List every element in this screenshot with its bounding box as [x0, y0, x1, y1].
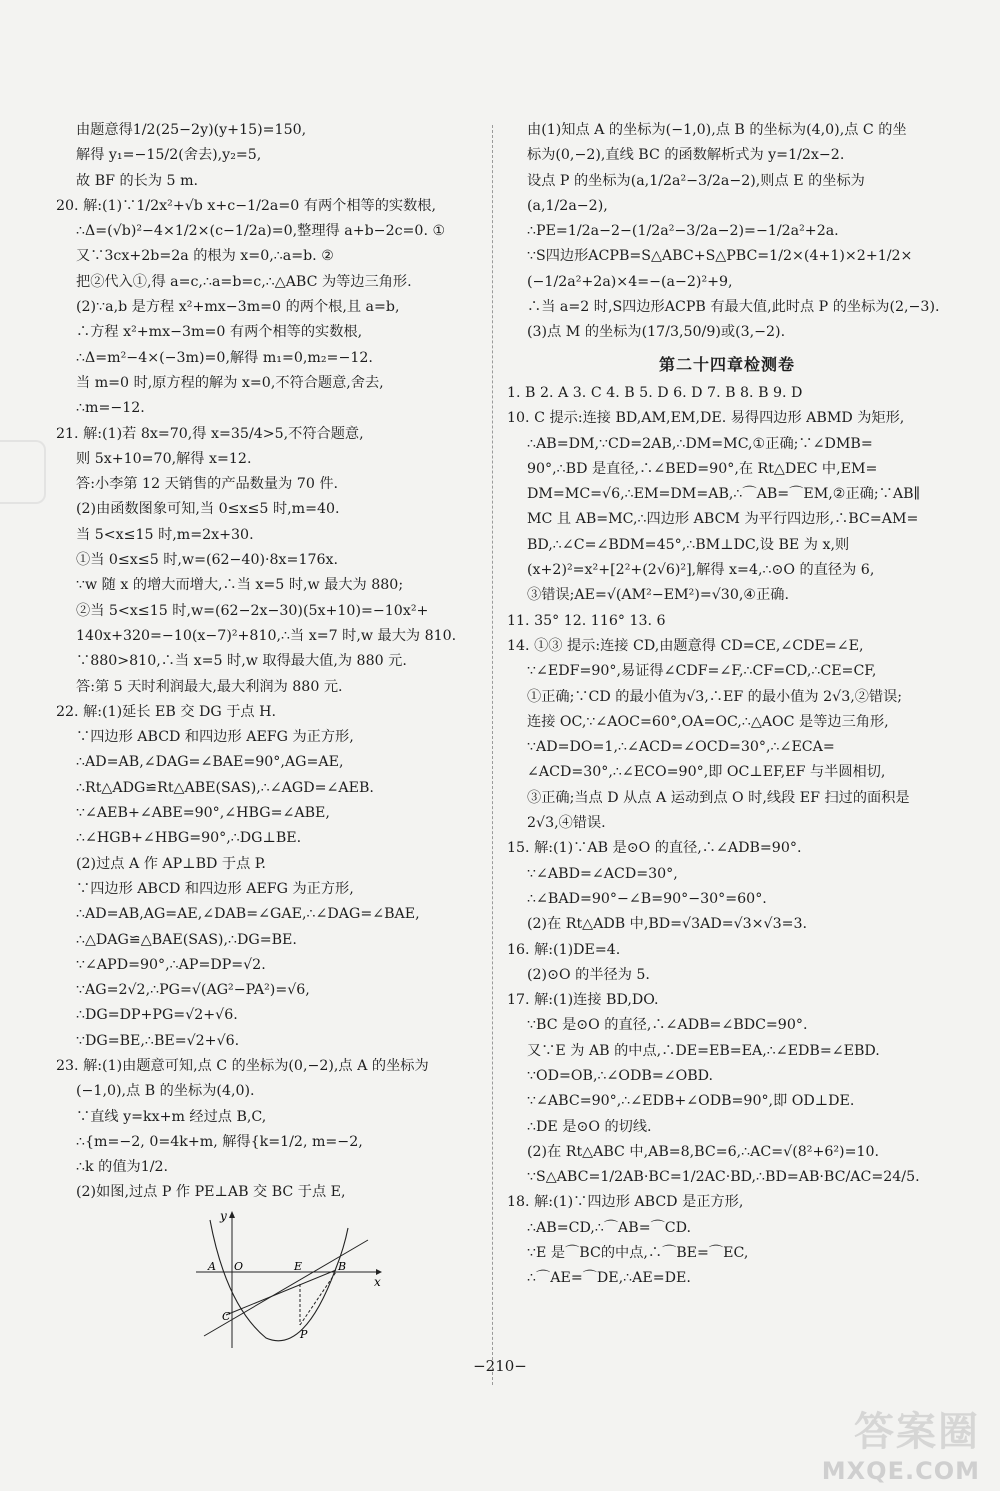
text-line: ∴{m=−2, 0=4k+m, 解得{k=1/2, m=−2,	[76, 1133, 363, 1150]
watermark	[720, 1400, 980, 1485]
watermark-site: MXQE.COM	[821, 1457, 980, 1485]
text-line: 11. 35° 12. 116° 13. 6	[507, 612, 666, 629]
text-line: ∴Δ=(√b)²−4×1/2×(c−1/2a)=0,整理得 a+b−2c=0. ①	[76, 223, 446, 240]
text-line: ∴AB=CD,∴⌒AB=⌒CD.	[527, 1219, 692, 1236]
text-line: 10. C 提示:连接 BD,AM,EM,DE. 易得四边形 ABMD 为矩形,	[507, 410, 905, 427]
watermark-logo: 答案圈	[854, 1409, 980, 1455]
text-line: (2)如图,过点 P 作 PE⊥AB 交 BC 于点 E,	[76, 1184, 346, 1201]
text-line: 90°,∴BD 是直径,∴∠BED=90°,在 Rt△DEC 中,EM=	[527, 460, 878, 477]
text-line: ∴DE 是⊙O 的切线.	[527, 1118, 652, 1135]
text-line: ∵∠ABC=90°,∴∠EDB+∠ODB=90°,即 OD⊥DE.	[527, 1093, 855, 1110]
text-line: ∴∠BAD=90°−∠B=90°−30°=60°.	[527, 890, 767, 907]
line-cb	[226, 1270, 336, 1315]
text-line: 则 5x+10=70,解得 x=12.	[76, 450, 252, 467]
text-line: 故 BF 的长为 5 m.	[76, 172, 199, 189]
left-column	[56, 118, 488, 1359]
text-line: DM=MC=√6,∴EM=DM=AB,∴⌒AB=⌒EM,②正确;∵AB∥	[527, 486, 921, 503]
text-line: 答:第 5 天时利润最大,最大利润为 880 元.	[76, 678, 343, 695]
text-line: ∴⌒AE=⌒DE,∴AE=DE.	[527, 1270, 691, 1287]
text-line: (2)∵a,b 是方程 x²+mx−3m=0 的两个根,且 a=b,	[76, 299, 400, 316]
coordinate-figure	[196, 1210, 386, 1350]
text-line: ∵∠ABD=∠ACD=30°,	[527, 865, 678, 882]
text-line: 17. 解:(1)连接 BD,DO.	[507, 992, 659, 1009]
text-line: ∵∠EDF=90°,易证得∠CDF=∠F,∴CF=CD,∴CE=CF,	[527, 663, 877, 680]
text-line: ③正确;当点 D 从点 A 运动到点 O 时,线段 EF 扫过的面积是	[527, 789, 910, 806]
text-line: ∴Δ=m²−4×(−3m)=0,解得 m₁=0,m₂=−12.	[76, 349, 373, 366]
text-line: 21. 解:(1)若 8x=70,得 x=35/4>5,不符合题意,	[56, 425, 364, 442]
text-line: 140x+320=−10(x−7)²+810,∴当 x=7 时,w 最大为 810.	[76, 627, 457, 644]
text-line: (2)在 Rt△ADB 中,BD=√3AD=√3×√3=3.	[527, 916, 808, 933]
text-line: ∵四边形 ABCD 和四边形 AEFG 为正方形,	[76, 729, 354, 746]
text-line: ∵DG=BE,∴BE=√2+√6.	[76, 1032, 240, 1049]
text-line: 设点 P 的坐标为(a,1/2a²−3/2a−2),则点 E 的坐标为	[527, 172, 865, 189]
text-line: ∴AD=AB,∠DAG=∠BAE=90°,AG=AE,	[76, 754, 344, 771]
text-line: 当 m=0 时,原方程的解为 x=0,不符合题意,舍去,	[76, 374, 384, 391]
text-line: 连接 OC,∵∠AOC=60°,OA=OC,∴△AOC 是等边三角形,	[527, 713, 889, 730]
label-b: B	[338, 1259, 347, 1273]
text-line: 把②代入①,得 a=c,∴a=b=c,∴△ABC 为等边三角形.	[76, 273, 412, 290]
stamp-mark	[0, 440, 46, 504]
text-line: ∴m=−12.	[76, 400, 145, 417]
x-label: x	[374, 1274, 381, 1289]
text-line: ∴k 的值为1/2.	[76, 1159, 169, 1176]
text-line: 22. 解:(1)延长 EB 交 DG 于点 H.	[56, 703, 276, 720]
text-line: ∴PE=1/2a−2−(1/2a²−3/2a−2)=−1/2a²+2a.	[527, 223, 839, 240]
label-p: P	[300, 1327, 308, 1341]
text-line: 答:小李第 12 天销售的产品数量为 70 件.	[76, 476, 339, 493]
y-label: y	[220, 1209, 227, 1223]
text-line: (−1/2a²+2a)×4=−(a−2)²+9,	[527, 273, 733, 290]
label-a: A	[208, 1259, 216, 1273]
text-line: 20. 解:(1)∵1/2x²+√b x+c−1/2a=0 有两个相等的实数根,	[56, 197, 437, 214]
text-line: ∵S△ABC=1/2AB·BC=1/2AC·BD,∴BD=AB·BC/AC=24/5.	[527, 1169, 920, 1186]
text-line: ∠ACD=30°,∴∠ECO=90°,即 OC⊥EF,EF 与半圆相切,	[527, 764, 886, 781]
text-line: 标为(0,−2),直线 BC 的函数解析式为 y=1/2x−2.	[527, 147, 845, 164]
text-line: ∴Rt△ADG≌Rt△ABE(SAS),∴∠AGD=∠AEB.	[76, 779, 374, 796]
text-line: ∴∠HGB+∠HBG=90°,∴DG⊥BE.	[76, 830, 302, 847]
y-axis-arrow	[229, 1211, 235, 1218]
text-line: 23. 解:(1)由题意可知,点 C 的坐标为(0,−2),点 A 的坐标为	[56, 1057, 429, 1074]
right-column	[507, 118, 947, 1292]
text-line: ①正确;∵CD 的最小值为√3,∴EF 的最小值为 2√3,②错误;	[527, 688, 903, 705]
text-line: ∵AG=2√2,∴PG=√(AG²−PA²)=√6,	[76, 982, 310, 999]
text-line: MC 且 AB=MC,∴四边形 ABCM 为平行四边形,∴BC=AM=	[527, 511, 919, 528]
text-line: (2)在 Rt△ABC 中,AB=8,BC=6,∴AC=√(8²+6²)=10.	[527, 1143, 880, 1160]
text-line: ∴当 a=2 时,S四边形ACPB 有最大值,此时点 P 的坐标为(2,−3).	[527, 299, 940, 316]
text-line: 又∵E 为 AB 的中点,∴DE=EB=EA,∴∠EDB=∠EBD.	[527, 1042, 880, 1059]
text-line: ∴AD=AB,AG=AE,∠DAB=∠GAE,∴∠DAG=∠BAE,	[76, 906, 420, 923]
text-line: (3)点 M 的坐标为(17/3,50/9)或(3,−2).	[527, 324, 786, 341]
text-line: ①当 0≤x≤5 时,w=(62−40)·8x=176x.	[76, 552, 339, 569]
text-line: ∵E 是⌒BC的中点,∴⌒BE=⌒EC,	[527, 1245, 749, 1262]
text-line: ∵BC 是⊙O 的直径,∴∠ADB=∠BDC=90°.	[527, 1017, 808, 1034]
text-line: 14. ①③ 提示:连接 CD,由题意得 CD=CE,∠CDE=∠E,	[507, 637, 864, 654]
text-line: ②当 5<x≤15 时,w=(62−2x−30)(5x+10)=−10x²+	[76, 602, 429, 619]
text-line: 由(1)知点 A 的坐标为(−1,0),点 B 的坐标为(4,0),点 C 的坐	[527, 122, 907, 138]
text-line: 又∵3cx+2b=2a 的根为 x=0,∴a=b. ②	[76, 248, 334, 265]
text-line: 16. 解:(1)DE=4.	[507, 941, 621, 958]
text-line: (2)⊙O 的半径为 5.	[527, 966, 650, 983]
text-line: ∵四边形 ABCD 和四边形 AEFG 为正方形,	[76, 880, 354, 897]
text-line: 1. B 2. A 3. C 4. B 5. D 6. D 7. B 8. B 9. D	[507, 384, 803, 401]
label-c: C	[222, 1309, 231, 1323]
text-line: (2)由函数图象可知,当 0≤x≤5 时,m=40.	[76, 501, 340, 518]
text-line: ∵880>810,∴当 x=5 时,w 取得最大值,为 880 元.	[76, 653, 407, 670]
label-o: O	[234, 1259, 244, 1273]
text-line: 由题意得1/2(25−2y)(y+15)=150,	[76, 122, 307, 138]
text-line: 解得 y₁=−15/2(舍去),y₂=5,	[76, 147, 262, 164]
text-line: ③错误;AE=√(AM²−EM²)=√30,④正确.	[527, 587, 789, 604]
text-line: ∵S四边形ACPB=S△ABC+S△PBC=1/2×(4+1)×2+1/2×	[527, 248, 913, 265]
text-line: ∴方程 x²+mx−3m=0 有两个相等的实数根,	[76, 324, 363, 341]
column-divider	[492, 125, 493, 1385]
text-line: 18. 解:(1)∵四边形 ABCD 是正方形,	[507, 1194, 744, 1211]
text-line: ∴AB=DM,∵CD=2AB,∴DM=MC,①正确;∵∠DMB=	[527, 435, 873, 452]
text-line: BD,∴∠C=∠BDM=45°,∴BM⊥DC,设 BE 为 x,则	[527, 536, 850, 553]
segment-pb	[300, 1272, 336, 1325]
section-title: 第二十四章检测卷	[658, 354, 795, 374]
label-e: E	[294, 1259, 303, 1273]
text-line: ∵OD=OB,∴∠ODB=∠OBD.	[527, 1067, 714, 1084]
text-line: ∵AD=DO=1,∴∠ACD=∠OCD=30°,∴∠ECA=	[527, 739, 835, 756]
text-line: ∴DG=DP+PG=√2+√6.	[76, 1007, 238, 1024]
text-line: ∴△DAG≌△BAE(SAS),∴DG=BE.	[76, 931, 297, 948]
text-line: 15. 解:(1)∵AB 是⊙O 的直径,∴∠ADB=90°.	[507, 840, 802, 857]
text-line: (−1,0),点 B 的坐标为(4,0).	[76, 1083, 255, 1100]
text-line: 当 5<x≤15 时,m=2x+30.	[76, 526, 254, 543]
text-line: ∵∠AEB+∠ABE=90°,∠HBG=∠ABE,	[76, 805, 330, 822]
text-line: (a,1/2a−2),	[527, 197, 608, 214]
text-line: ∵直线 y=kx+m 经过点 B,C,	[76, 1108, 267, 1125]
text-line: (x+2)²=x²+[2²+(2√6)²],解得 x=4,∴⊙O 的直径为 6,	[527, 562, 875, 579]
text-line: ∵w 随 x 的增大而增大,∴当 x=5 时,w 最大为 880;	[76, 577, 404, 594]
page-number: −210−	[473, 1357, 527, 1375]
text-line: 2√3,④错误.	[527, 815, 606, 832]
parabola-curve	[210, 1220, 348, 1341]
text-line: (2)过点 A 作 AP⊥BD 于点 P.	[76, 855, 266, 872]
text-line: ∵∠APD=90°,∴AP=DP=√2.	[76, 956, 266, 973]
